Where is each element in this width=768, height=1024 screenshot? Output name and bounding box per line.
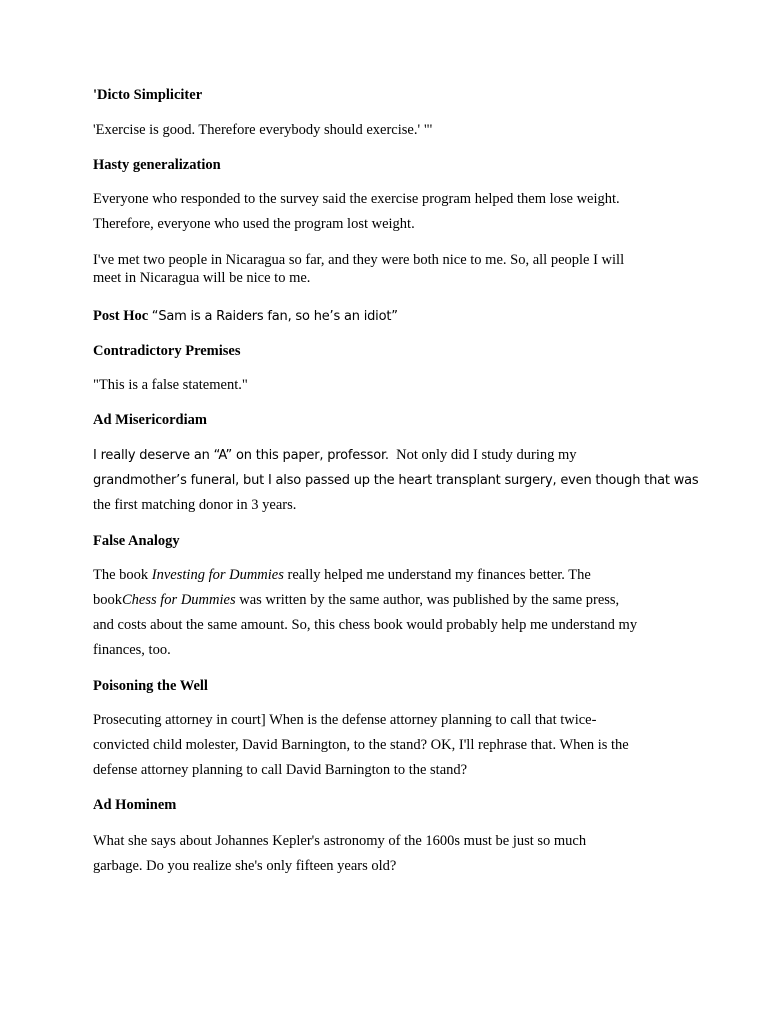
post-hoc-line bbox=[93, 308, 693, 325]
text-line: finances, too. bbox=[93, 642, 171, 658]
text-line: meet in Nicaragua will be nice to me. bbox=[93, 269, 311, 286]
text-run: I really deserve an “A” on this paper, professor. bbox=[93, 448, 389, 463]
heading-dicto-simpliciter: 'Dicto Simpliciter bbox=[93, 87, 203, 103]
text-line bbox=[93, 563, 693, 588]
book-title: Investing for Dummies bbox=[151, 567, 284, 583]
post-hoc-example: “Sam is a Raiders fan, so he’s an idiot” bbox=[151, 309, 398, 324]
text-run: The book bbox=[93, 567, 152, 583]
text-line: defense attorney planning to call David Barnington to the stand? bbox=[93, 762, 468, 778]
text-line: convicted child molester, David Barnington, to the stand? OK, I'll rephrase that. When is the bbox=[93, 737, 629, 753]
text-run: book bbox=[93, 592, 122, 608]
heading-false-analogy: False Analogy bbox=[93, 533, 180, 549]
paragraph-ad-hominem-example bbox=[93, 829, 693, 879]
text-line: grandmother’s funeral, but I also passed up the heart transplant surgery, even though that was bbox=[93, 473, 699, 488]
text-line: the first matching donor in 3 years. bbox=[93, 497, 297, 513]
text-line: Therefore, everyone who used the program lost weight. bbox=[93, 216, 415, 232]
text-line bbox=[93, 443, 693, 468]
heading-ad-misericordiam: Ad Misericordiam bbox=[93, 412, 207, 428]
paragraph-false-analogy-example bbox=[93, 563, 693, 663]
text-run: really helped me understand my finances better. The bbox=[283, 567, 591, 583]
text-line: Prosecuting attorney in court] When is the defense attorney planning to call that twice- bbox=[93, 712, 597, 728]
paragraph-poisoning-example bbox=[93, 708, 693, 783]
text-line: and costs about the same amount. So, this chess book would probably help me understand my bbox=[93, 617, 638, 633]
text-line: What she says about Johannes Kepler's astronomy of the 1600s must be just so much bbox=[93, 833, 587, 849]
text-run: was written by the same author, was published by the same press, bbox=[235, 592, 620, 608]
heading-ad-hominem: Ad Hominem bbox=[93, 797, 177, 813]
paragraph-dicto-example: 'Exercise is good. Therefore everybody should exercise.' "' bbox=[93, 122, 433, 138]
text-line: I've met two people in Nicaragua so far, and they were both nice to me. So, all people I will bbox=[93, 252, 625, 268]
book-title: Chess for Dummies bbox=[122, 592, 236, 608]
text-run: Not only did I study during my bbox=[388, 447, 577, 463]
paragraph-nicaragua-example bbox=[93, 252, 693, 287]
paragraph-misericordiam-example bbox=[93, 443, 699, 518]
heading-poisoning-the-well: Poisoning the Well bbox=[93, 678, 208, 694]
text-line bbox=[93, 588, 693, 613]
text-line: garbage. Do you realize she's only fifteen years old? bbox=[93, 858, 397, 874]
text-line: Everyone who responded to the survey said the exercise program helped them lose weight. bbox=[93, 191, 620, 207]
paragraph-false-statement: "This is a false statement." bbox=[93, 377, 248, 393]
heading-post-hoc: Post Hoc bbox=[93, 308, 149, 324]
heading-hasty-generalization: Hasty generalization bbox=[93, 157, 221, 173]
heading-contradictory-premises: Contradictory Premises bbox=[93, 343, 241, 359]
paragraph-survey-example bbox=[93, 187, 693, 237]
